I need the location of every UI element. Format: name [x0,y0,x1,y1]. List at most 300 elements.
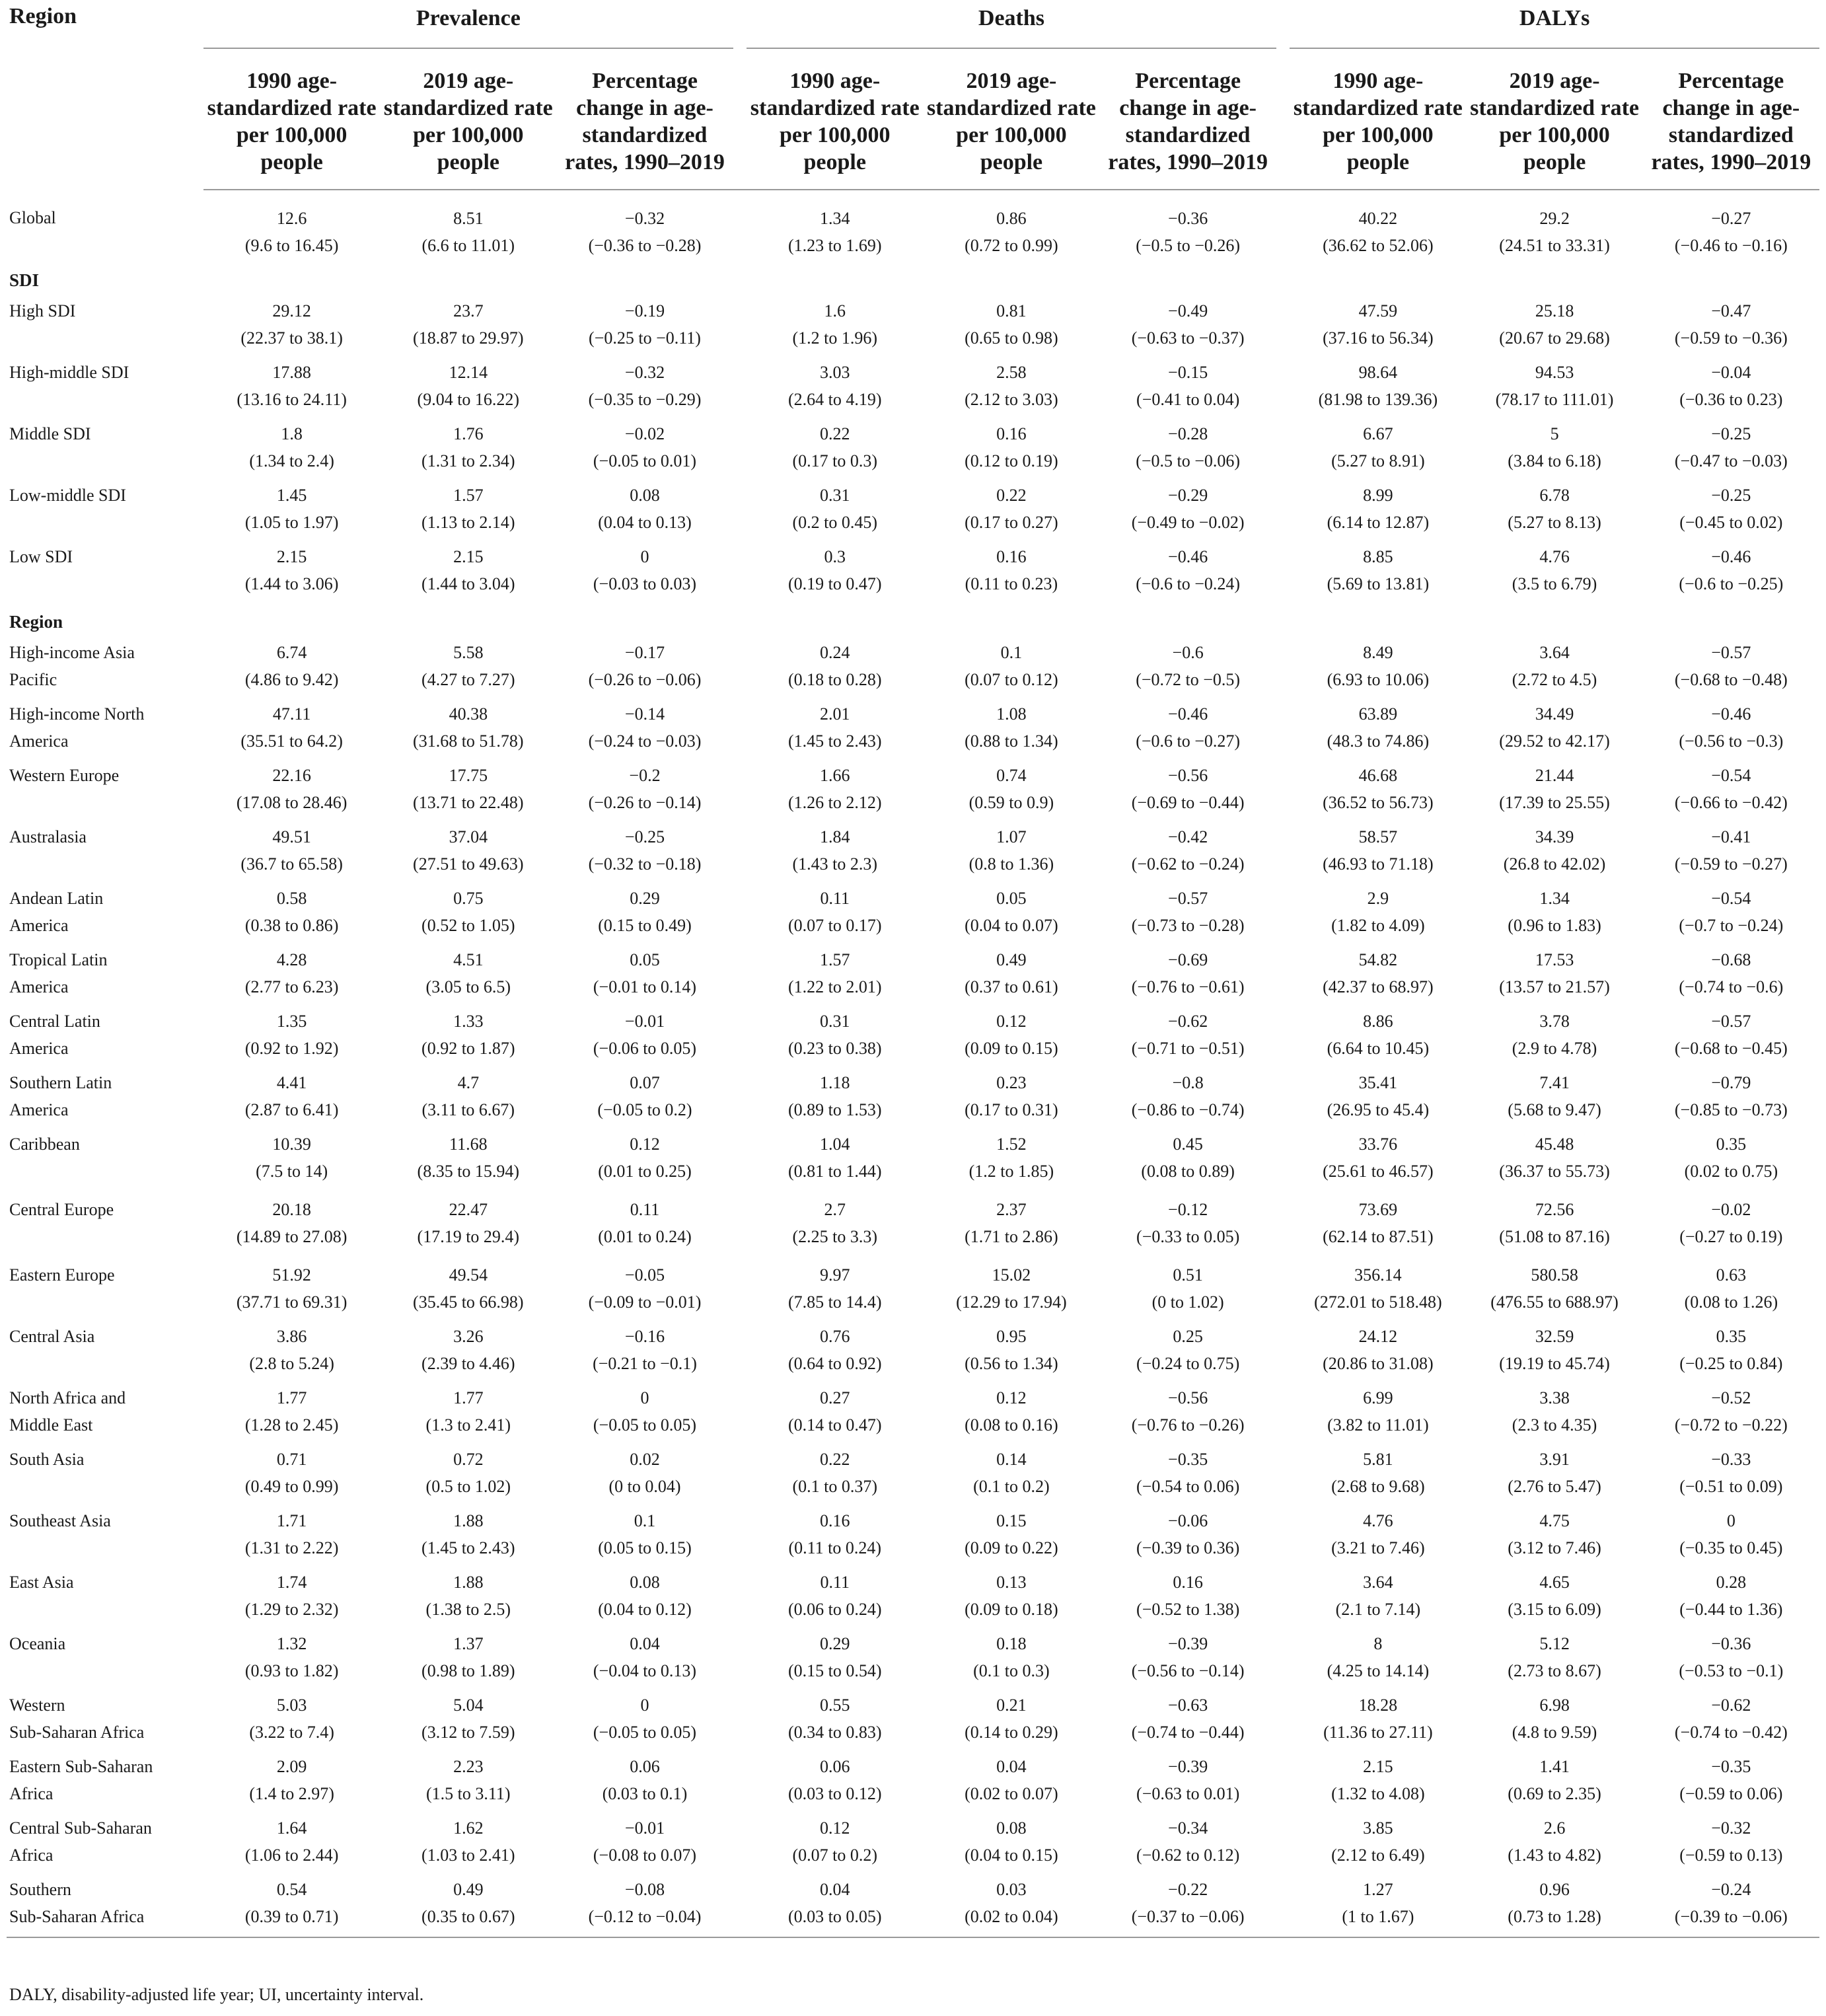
uncertainty-interval: (1.43 to 2.3) [792,854,877,874]
estimate-value: −0.15 [1168,363,1208,382]
uncertainty-interval: (6.64 to 10.45) [1327,1039,1430,1058]
estimate-value: 2.01 [819,704,850,724]
value-cell [923,1814,1099,1876]
uncertainty-interval: (0.89 to 1.53) [787,1100,882,1119]
region-name-line: Central Latin [9,1012,100,1031]
region-name-line: Caribbean [9,1135,80,1154]
uncertainty-interval: (3.12 to 7.59) [421,1723,515,1742]
estimate-value: 4.65 [1539,1573,1570,1592]
value-cell [380,1384,556,1446]
region-column-header: Region [9,4,77,28]
value-cell [203,823,380,885]
value-cell [380,1753,556,1814]
value-cell [923,420,1099,482]
estimate-value: 0.22 [819,1450,850,1469]
estimate-value: 0.63 [1716,1265,1747,1285]
uncertainty-interval: (0.92 to 1.87) [421,1039,515,1058]
region-name-line: High-income Asia [9,643,135,662]
value-cell [1466,543,1642,605]
estimate-value: −0.63 [1168,1696,1208,1715]
uncertainty-interval: (−0.33 to 0.05) [1136,1227,1240,1246]
estimate-value: 0.54 [276,1880,307,1899]
estimate-value: 3.86 [276,1327,307,1346]
value-cell [923,543,1099,605]
uncertainty-interval: (−0.35 to −0.29) [588,390,702,409]
table-row [7,420,1819,482]
estimate-value: 20.18 [272,1200,311,1219]
uncertainty-interval: (3.21 to 7.46) [1331,1538,1425,1557]
uncertainty-interval: (36.37 to 55.73) [1499,1162,1610,1181]
estimate-value: 3.91 [1539,1450,1570,1469]
value-cell [923,1692,1099,1753]
value-cell [1290,639,1466,700]
estimate-value: −0.32 [624,209,665,228]
value-cell [380,1446,556,1507]
estimate-value: 34.49 [1535,704,1574,724]
value-cell [1466,1323,1642,1384]
estimate-value: −0.19 [624,301,665,320]
value-cell [1466,1814,1642,1876]
value-cell [556,762,733,823]
column-gap [733,1814,747,1876]
value-cell [747,1069,923,1131]
uncertainty-interval: (−0.35 to 0.45) [1679,1538,1783,1557]
value-cell [203,762,380,823]
value-cell [380,1323,556,1384]
uncertainty-interval: (−0.56 to −0.14) [1131,1661,1245,1680]
uncertainty-interval: (1.45 to 2.43) [787,731,882,751]
value-cell [1466,1630,1642,1692]
uncertainty-interval: (−0.24 to 0.75) [1136,1354,1240,1373]
estimate-value: 0.22 [996,486,1027,505]
uncertainty-interval: (1.2 to 1.96) [792,328,877,348]
uncertainty-interval: (0.35 to 0.67) [421,1907,515,1926]
estimate-value: 1.32 [276,1634,307,1653]
uncertainty-interval: (11.36 to 27.11) [1323,1723,1433,1742]
column-gap [733,420,747,482]
uncertainty-interval: (−0.69 to −0.44) [1131,793,1245,812]
value-cell [1100,639,1276,700]
value-cell [1100,1323,1276,1384]
uncertainty-interval: (5.68 to 9.47) [1508,1100,1601,1119]
uncertainty-interval: (−0.05 to 0.01) [593,451,697,470]
uncertainty-interval: (0.09 to 0.18) [965,1600,1058,1619]
value-cell [1466,297,1642,359]
region-name-line: America [9,1100,69,1119]
uncertainty-interval: (0.19 to 0.47) [787,574,882,593]
estimate-value: 0.05 [630,950,660,969]
estimate-value: 49.54 [449,1265,488,1285]
region-name-line: Pacific [9,670,57,689]
section-row [7,605,1819,639]
uncertainty-interval: (36.62 to 52.06) [1323,236,1434,255]
uncertainty-interval: (8.35 to 15.94) [417,1162,520,1181]
table-row [7,359,1819,420]
estimate-value: 4.76 [1363,1511,1393,1530]
estimate-value: 0.12 [996,1012,1027,1031]
uncertainty-interval: (−0.26 to −0.14) [588,793,702,812]
uncertainty-interval: (0.12 to 0.19) [965,451,1058,470]
estimate-value: 8.51 [453,209,484,228]
estimate-value: 1.07 [996,827,1027,846]
dalys-1990-header: 1990 age-standardized rate per 100,000 people [1290,49,1466,190]
region-name-line: Australasia [9,827,87,846]
column-gap [1276,1069,1290,1131]
estimate-value: −0.57 [1711,643,1751,662]
value-cell [203,1630,380,1692]
value-cell [1643,190,1819,263]
estimate-value: 1.08 [996,704,1027,724]
estimate-value: 1.52 [996,1135,1027,1154]
value-cell [203,946,380,1008]
uncertainty-interval: (0.1 to 0.2) [973,1477,1050,1496]
uncertainty-interval: (−0.45 to 0.02) [1679,513,1783,532]
value-cell [747,420,923,482]
table-row [7,1384,1819,1446]
estimate-value: 1.18 [819,1073,850,1092]
uncertainty-interval: (−0.74 to −0.6) [1679,977,1784,996]
estimate-value: 2.6 [1543,1818,1566,1838]
deaths-1990-header: 1990 age-standardized rate per 100,000 people [747,49,923,190]
estimate-value: 98.64 [1358,363,1398,382]
estimate-value: −0.27 [1711,209,1751,228]
value-cell [203,1692,380,1753]
uncertainty-interval: (35.51 to 64.2) [240,731,343,751]
estimate-value: 10.39 [272,1135,311,1154]
uncertainty-interval: (1.44 to 3.04) [421,574,515,593]
uncertainty-interval: (3.22 to 7.4) [249,1723,334,1742]
column-gap [1276,1692,1290,1753]
estimate-value: 0.71 [276,1450,307,1469]
region-name-line: South Asia [9,1450,85,1469]
uncertainty-interval: (0.09 to 0.22) [965,1538,1058,1557]
estimate-value: 23.7 [453,301,484,320]
region-name-cell [7,1261,203,1323]
estimate-value: −0.35 [1168,1450,1208,1469]
value-cell [747,1814,923,1876]
prevalence-group-header [203,0,733,49]
region-name-cell [7,823,203,885]
uncertainty-interval: (2.12 to 3.03) [965,390,1058,409]
estimate-value: −0.01 [624,1818,665,1838]
estimate-value: 1.45 [276,486,307,505]
column-gap [733,1753,747,1814]
column-gap [1276,1446,1290,1507]
estimate-value: 1.84 [819,827,850,846]
uncertainty-interval: (3.11 to 6.67) [421,1100,515,1119]
value-cell [1466,482,1642,543]
estimate-value: −0.62 [1711,1696,1751,1715]
uncertainty-interval: (81.98 to 139.36) [1318,390,1438,409]
uncertainty-interval: (1.29 to 2.32) [244,1600,339,1619]
uncertainty-interval: (2.77 to 6.23) [244,977,339,996]
region-name-line: America [9,1039,69,1058]
value-cell [1290,1069,1466,1131]
estimate-value: 51.92 [272,1265,311,1285]
region-name-cell [7,190,203,263]
region-name-cell [7,762,203,823]
estimate-value: 29.12 [272,301,311,320]
value-cell [923,1196,1099,1261]
value-cell [1466,190,1642,263]
column-gap [1276,359,1290,420]
value-cell [923,762,1099,823]
uncertainty-interval: (−0.09 to −0.01) [588,1292,702,1312]
value-cell [1643,1261,1819,1323]
estimate-value: 0.13 [996,1573,1027,1592]
value-cell [1466,1876,1642,1937]
uncertainty-interval: (2.1 to 7.14) [1335,1600,1421,1619]
estimate-value: 0.16 [996,424,1027,443]
table-row [7,190,1819,263]
column-gap [1276,297,1290,359]
value-cell [1643,639,1819,700]
uncertainty-interval: (1.32 to 4.08) [1331,1784,1425,1803]
estimate-value: 0.29 [819,1634,850,1653]
value-cell [1643,482,1819,543]
estimate-value: 0.12 [996,1388,1027,1407]
estimate-value: 29.2 [1539,209,1570,228]
value-cell [1466,1261,1642,1323]
column-gap [1276,1876,1290,1937]
value-cell [1643,297,1819,359]
table-row [7,1131,1819,1196]
uncertainty-interval: (3.84 to 6.18) [1508,451,1601,470]
estimate-value: 1.88 [453,1511,484,1530]
value-cell [1466,762,1642,823]
estimate-value: 5.04 [453,1696,484,1715]
value-cell [203,1384,380,1446]
uncertainty-interval: (0.03 to 0.1) [602,1784,688,1803]
value-cell [556,1507,733,1569]
value-cell [203,1507,380,1569]
estimate-value: 58.57 [1358,827,1398,846]
estimate-value: 94.53 [1535,363,1574,382]
table-row [7,543,1819,605]
deaths-group-header [747,0,1276,49]
dalys-group-header [1290,0,1819,49]
uncertainty-interval: (0 to 0.04) [608,1477,681,1496]
estimate-value: −0.47 [1711,301,1751,320]
column-gap [1276,700,1290,762]
value-cell [380,1261,556,1323]
uncertainty-interval: (0.88 to 1.34) [965,731,1058,751]
value-cell [1100,297,1276,359]
estimate-value: 1.04 [819,1135,850,1154]
estimate-value: 1.74 [276,1573,307,1592]
uncertainty-interval: (0.07 to 0.17) [787,916,882,935]
value-cell [1643,946,1819,1008]
estimate-value: 3.03 [819,363,850,382]
uncertainty-interval: (−0.71 to −0.51) [1131,1039,1245,1058]
value-cell [203,1814,380,1876]
value-cell [1643,543,1819,605]
value-cell [1466,1446,1642,1507]
value-cell [1643,1131,1819,1196]
column-gap [1276,885,1290,946]
estimate-value: −0.32 [1711,1818,1751,1838]
value-cell [556,946,733,1008]
region-name-cell [7,1323,203,1384]
uncertainty-interval: (0.52 to 1.05) [421,916,515,935]
estimate-value: 0.29 [630,889,660,908]
estimate-value: −0.42 [1168,827,1208,846]
estimate-value: 0.04 [819,1880,850,1899]
region-name-line: Sub-Saharan Africa [9,1723,145,1742]
uncertainty-interval: (−0.25 to −0.11) [589,328,701,348]
estimate-value: 3.85 [1363,1818,1393,1838]
estimate-value: −0.68 [1711,950,1751,969]
uncertainty-interval: (0.03 to 0.12) [787,1784,882,1803]
estimate-value: 0.04 [996,1757,1027,1776]
uncertainty-interval: (−0.06 to 0.05) [593,1039,697,1058]
estimate-value: −0.8 [1172,1073,1204,1092]
uncertainty-interval: (−0.85 to −0.73) [1674,1100,1788,1119]
estimate-value: −0.57 [1711,1012,1751,1031]
uncertainty-interval: (−0.6 to −0.24) [1136,574,1241,593]
value-cell [923,1569,1099,1630]
uncertainty-interval: (2.25 to 3.3) [792,1227,877,1246]
value-cell [556,1876,733,1937]
uncertainty-interval: (0.8 to 1.36) [968,854,1054,874]
table-row [7,946,1819,1008]
value-cell [1100,762,1276,823]
estimate-value: 4.28 [276,950,307,969]
column-gap [1276,420,1290,482]
value-cell [923,885,1099,946]
uncertainty-interval: (−0.6 to −0.25) [1679,574,1784,593]
value-cell [203,1131,380,1196]
gbd-table [7,0,1819,1938]
value-cell [747,762,923,823]
value-cell [380,420,556,482]
uncertainty-interval: (0.1 to 0.3) [973,1661,1050,1680]
estimate-value: 1.77 [276,1388,307,1407]
region-name-cell [7,885,203,946]
uncertainty-interval: (3.12 to 7.46) [1508,1538,1601,1557]
value-cell [747,190,923,263]
value-cell [556,1692,733,1753]
uncertainty-interval: (0.38 to 0.86) [244,916,339,935]
value-cell [556,359,733,420]
estimate-value: 1.35 [276,1012,307,1031]
uncertainty-interval: (2.39 to 4.46) [421,1354,515,1373]
estimate-value: 17.75 [449,766,488,785]
estimate-value: −0.46 [1711,547,1751,566]
estimate-value: 1.77 [453,1388,484,1407]
value-cell [1100,543,1276,605]
value-cell [1290,1753,1466,1814]
estimate-value: −0.6 [1172,643,1204,662]
estimate-value: 1.27 [1363,1880,1393,1899]
uncertainty-interval: (476.55 to 688.97) [1490,1292,1619,1312]
uncertainty-interval: (3.05 to 6.5) [425,977,511,996]
column-gap [1276,1753,1290,1814]
uncertainty-interval: (37.16 to 56.34) [1323,328,1434,348]
table-row [7,1569,1819,1630]
uncertainty-interval: (0.17 to 0.3) [792,451,877,470]
estimate-value: 25.18 [1535,301,1574,320]
value-cell [380,1069,556,1131]
estimate-value: 1.88 [453,1573,484,1592]
uncertainty-interval: (13.71 to 22.48) [413,793,524,812]
region-name-line: East Asia [9,1573,74,1592]
uncertainty-interval: (0.37 to 0.61) [965,977,1058,996]
uncertainty-interval: (−0.7 to −0.24) [1679,916,1784,935]
uncertainty-interval: (0.14 to 0.29) [965,1723,1058,1742]
uncertainty-interval: (46.93 to 71.18) [1323,854,1434,874]
estimate-value: 45.48 [1535,1135,1574,1154]
value-cell [380,823,556,885]
value-cell [1290,885,1466,946]
uncertainty-interval: (−0.04 to 0.13) [593,1661,697,1680]
table-row [7,1507,1819,1569]
value-cell [203,1446,380,1507]
value-cell [556,1569,733,1630]
estimate-value: 5 [1550,424,1559,443]
uncertainty-interval: (2.64 to 4.19) [787,390,882,409]
value-cell [1643,359,1819,420]
uncertainty-interval: (31.68 to 51.78) [413,731,524,751]
uncertainty-interval: (36.52 to 56.73) [1323,793,1434,812]
estimate-value: −0.52 [1711,1388,1751,1407]
column-gap [733,1069,747,1131]
uncertainty-interval: (−0.5 to −0.06) [1136,451,1241,470]
uncertainty-interval: (0.18 to 0.28) [787,670,882,689]
uncertainty-interval: (−0.73 to −0.28) [1131,916,1245,935]
uncertainty-interval: (0.93 to 1.82) [244,1661,339,1680]
estimate-value: −0.49 [1168,301,1208,320]
uncertainty-interval: (−0.46 to −0.16) [1674,236,1788,255]
uncertainty-interval: (−0.12 to −0.04) [588,1907,702,1926]
uncertainty-interval: (0.15 to 0.54) [787,1661,882,1680]
uncertainty-interval: (1.82 to 4.09) [1331,916,1425,935]
estimate-value: 0.3 [824,547,846,566]
column-gap [1276,482,1290,543]
table-row [7,482,1819,543]
region-name-line: Southeast Asia [9,1511,111,1530]
value-cell [747,639,923,700]
estimate-value: −0.24 [1711,1880,1751,1899]
region-name-cell [7,1196,203,1261]
column-gap [1276,190,1290,263]
uncertainty-interval: (−0.24 to −0.03) [588,731,702,751]
uncertainty-interval: (0.04 to 0.07) [965,916,1058,935]
uncertainty-interval: (4.27 to 7.27) [421,670,515,689]
estimate-value: 0.16 [1173,1573,1203,1592]
uncertainty-interval: (0.14 to 0.47) [787,1415,882,1435]
table-body [7,190,1819,1937]
value-cell [747,1323,923,1384]
uncertainty-interval: (0.05 to 0.15) [598,1538,692,1557]
uncertainty-interval: (2.3 to 4.35) [1512,1415,1597,1435]
estimate-value: 37.04 [449,827,488,846]
estimate-value: 0.11 [630,1200,660,1219]
column-gap [1276,1384,1290,1446]
value-cell [1466,885,1642,946]
estimate-value: 0.08 [630,486,660,505]
estimate-value: 49.51 [272,827,311,846]
region-name-line: Southern [9,1880,71,1899]
value-cell [923,1446,1099,1507]
value-cell [1466,639,1642,700]
uncertainty-interval: (0.81 to 1.44) [787,1162,882,1181]
uncertainty-interval: (0.64 to 0.92) [787,1354,882,1373]
value-cell [747,1569,923,1630]
value-cell [380,359,556,420]
uncertainty-interval: (1.71 to 2.86) [965,1227,1058,1246]
estimate-value: 6.74 [276,643,307,662]
